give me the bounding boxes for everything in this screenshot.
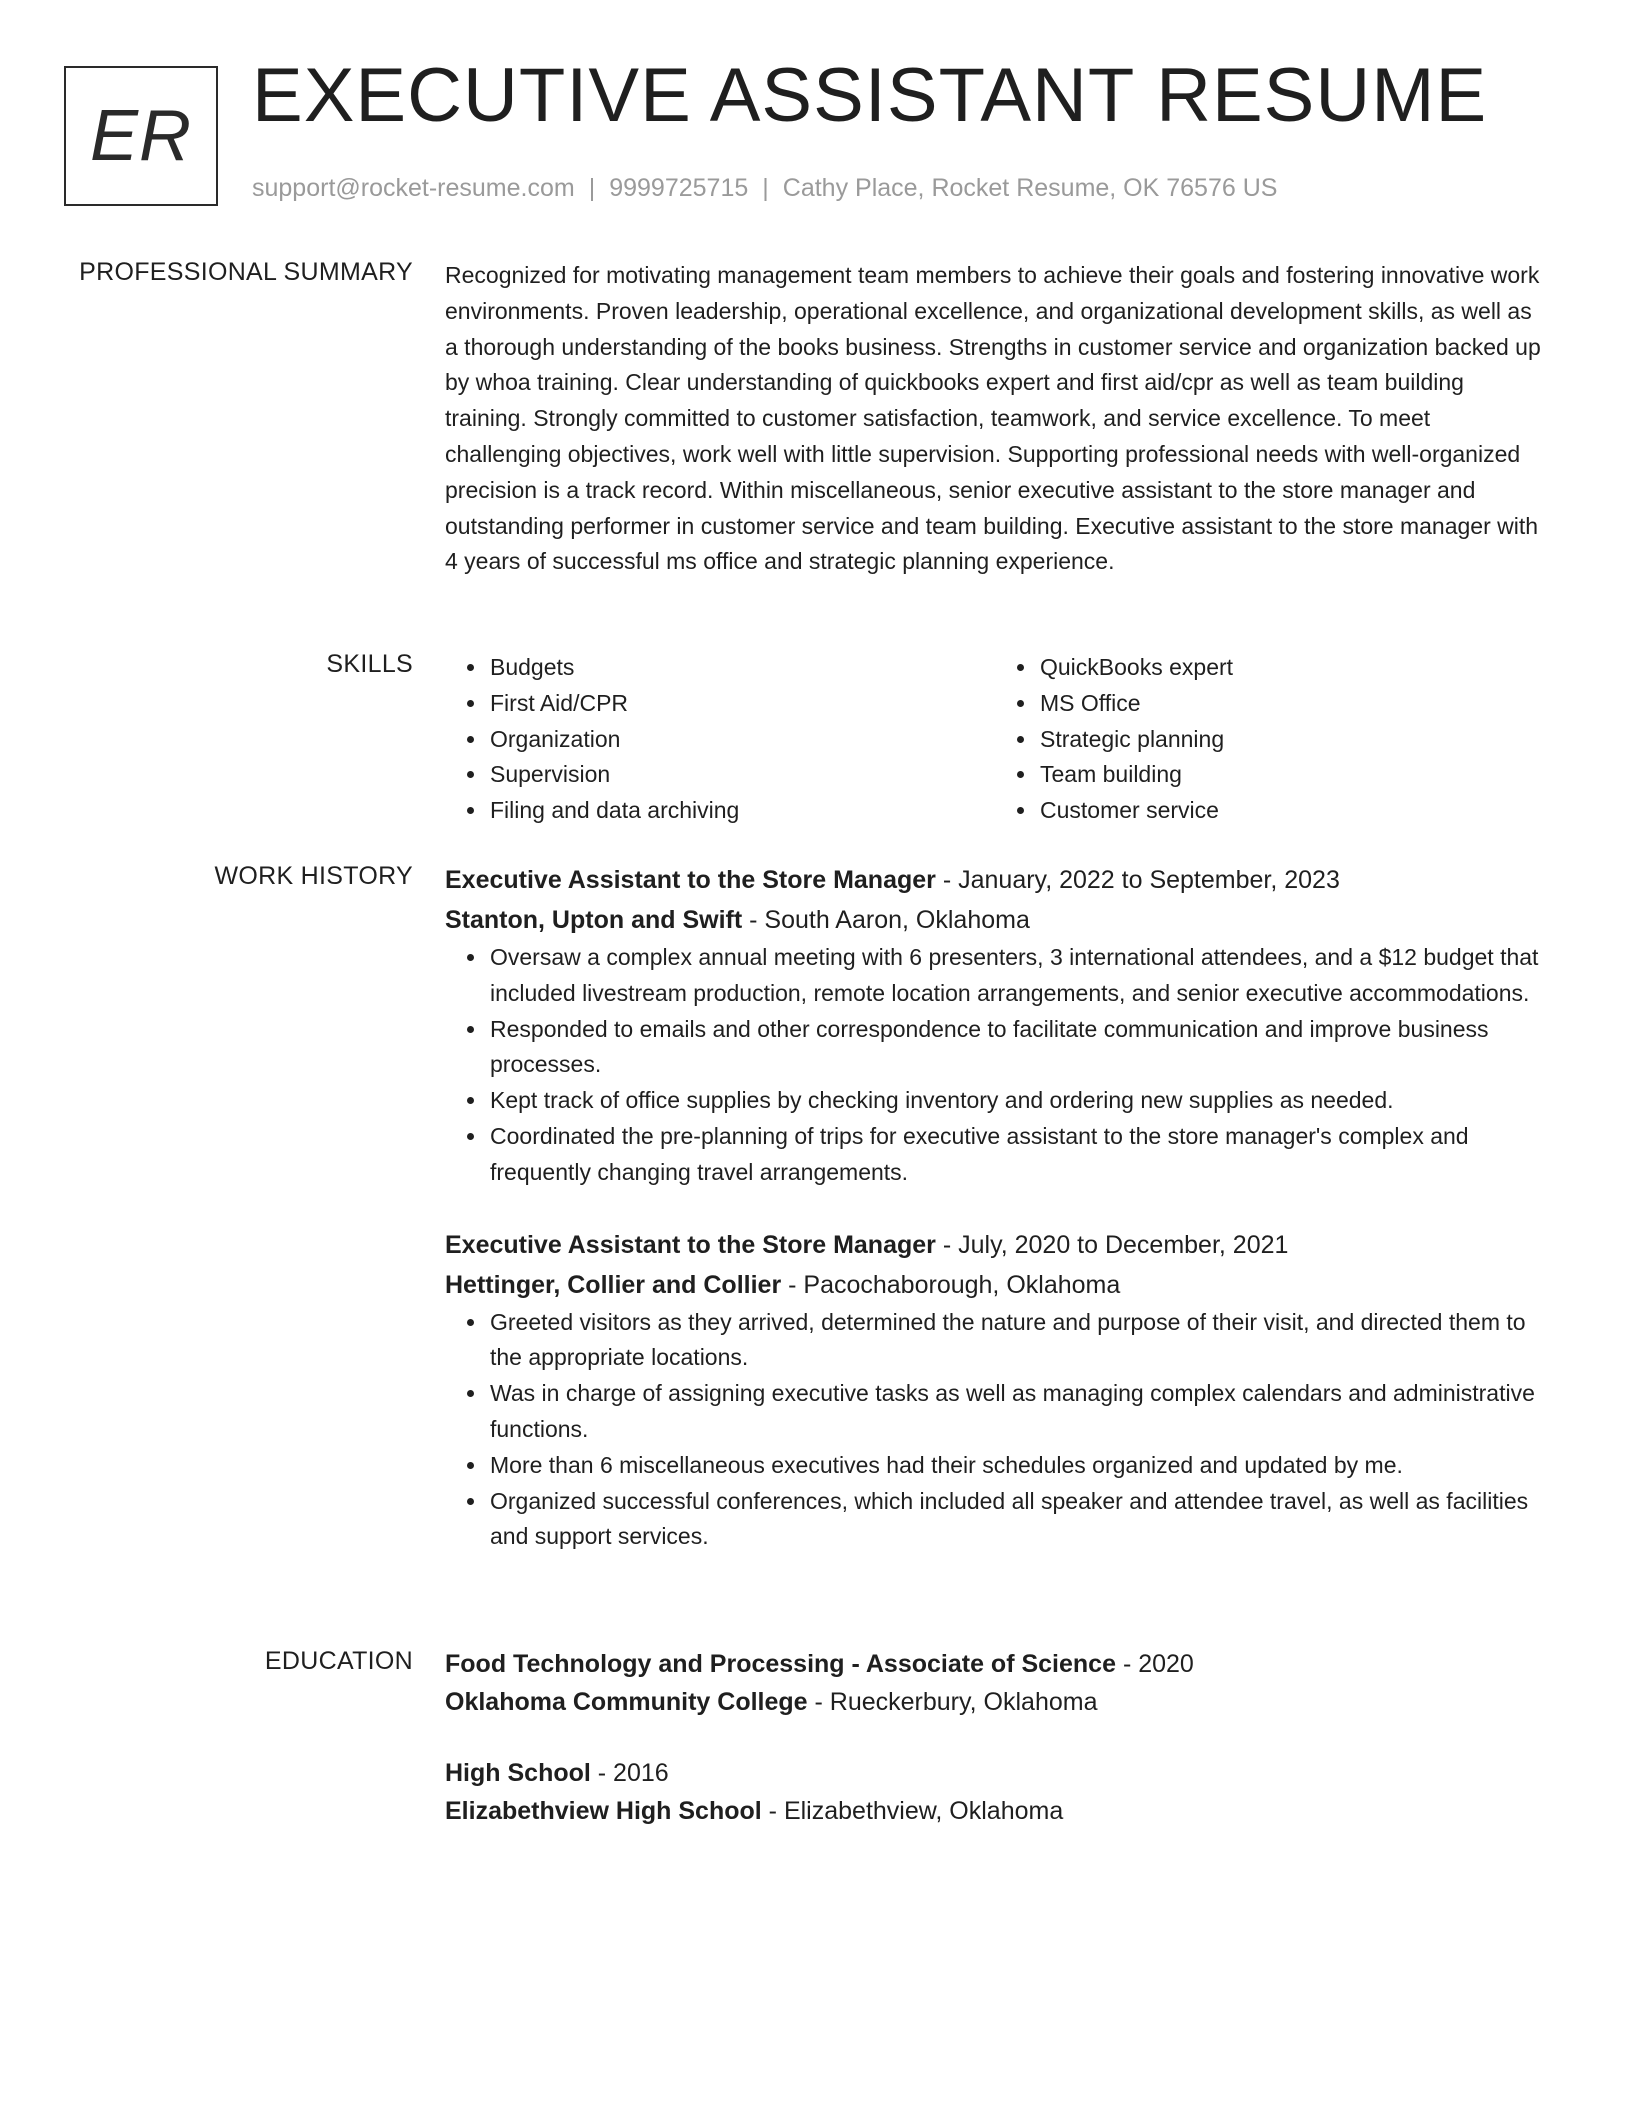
skills-list-left <box>445 650 995 829</box>
skills-body <box>445 650 1545 829</box>
monogram-initials: ER <box>89 96 193 176</box>
job-company-line <box>445 1265 1545 1305</box>
education-degree-line <box>445 1645 1545 1683</box>
job-bullet: • Kept track of office supplies by checking inventory and ordering new supplies as needed. <box>488 1083 1545 1119</box>
job-bullet: • Organized successful conferences, which included all speaker and attendee travel, as well as facilities and support services. <box>488 1484 1545 1556</box>
monogram-box <box>64 66 218 206</box>
skill-item: • QuickBooks expert <box>1038 650 1545 686</box>
job-bullet: • Oversaw a complex annual meeting with 6 presenters, 3 international attendees, and a $12 budget that included livestream production, remote location arrangements, and senior executive accommodations. <box>488 940 1545 1012</box>
education-degree: High School <box>445 1759 591 1787</box>
skill-item: • Strategic planning <box>1038 722 1545 758</box>
job-bullet: • More than 6 miscellaneous executives had their schedules organized and updated by me. <box>488 1448 1545 1484</box>
job-bullet: • Greeted visitors as they arrived, determined the nature and purpose of their visit, and directed them to the appropriate locations. <box>488 1305 1545 1377</box>
section-label-education: EDUCATION <box>264 1647 413 1675</box>
resume-title: EXECUTIVE ASSISTANT RESUME <box>252 53 1488 138</box>
job-company: Hettinger, Collier and Collier <box>445 1270 782 1299</box>
section-label-summary: PROFESSIONAL SUMMARY <box>79 258 413 286</box>
education-year: - 2020 <box>1122 1650 1194 1678</box>
skills-grid <box>445 650 1545 829</box>
summary-body <box>445 258 1545 580</box>
contact-address: Cathy Place, Rocket Resume, OK 76576 US <box>782 174 1278 202</box>
job-location: - South Aaron, Oklahoma <box>749 906 1030 934</box>
education-school-line <box>445 1683 1545 1721</box>
contact-line <box>252 174 1277 203</box>
education-location: - Elizabethview, Oklahoma <box>768 1797 1064 1825</box>
job-bullet: • Coordinated the pre-planning of trips for executive assistant to the store manager's complex and frequently changing travel arrangements. <box>488 1119 1545 1191</box>
education-school: Elizabethview High School <box>445 1797 762 1825</box>
education-school: Oklahoma Community College <box>445 1688 808 1716</box>
job-dates: - January, 2022 to September, 2023 <box>942 866 1340 894</box>
skill-item: • Customer service <box>1038 793 1545 829</box>
skill-item: • Filing and data archiving <box>488 793 995 829</box>
work-body <box>445 860 1545 1555</box>
skill-item: • MS Office <box>1038 686 1545 722</box>
skills-list-right <box>995 650 1545 829</box>
education-body <box>445 1645 1545 1830</box>
job-bullets <box>445 940 1545 1191</box>
section-label-work: WORK HISTORY <box>214 862 413 890</box>
job-location: - Pacochaborough, Oklahoma <box>788 1270 1121 1299</box>
education-degree-line <box>445 1754 1545 1792</box>
skill-item: • First Aid/CPR <box>488 686 995 722</box>
skill-item: • Organization <box>488 722 995 758</box>
skill-item: • Team building <box>1038 757 1545 793</box>
job-bullet: • Responded to emails and other correspondence to facilitate communication and improve business processes. <box>488 1012 1545 1084</box>
skill-item: • Budgets <box>488 650 995 686</box>
job-title-line <box>445 1225 1545 1265</box>
contact-separator: | <box>588 174 596 202</box>
education-degree: Food Technology and Processing - Associate of Science <box>445 1650 1116 1678</box>
contact-email: support@rocket-resume.com <box>252 174 575 202</box>
job-company-line <box>445 900 1545 940</box>
skill-item: • Supervision <box>488 757 995 793</box>
contact-phone: 9999725715 <box>609 174 749 202</box>
job-company: Stanton, Upton and Swift <box>445 906 743 934</box>
education-entry <box>445 1754 1545 1830</box>
education-entry <box>445 1645 1545 1721</box>
job-dates: - July, 2020 to December, 2021 <box>942 1230 1289 1259</box>
job-title: Executive Assistant to the Store Manager <box>445 1230 936 1259</box>
section-label-skills: SKILLS <box>326 650 413 678</box>
job-bullet: • Was in charge of assigning executive tasks as well as managing complex calendars and administrative functions. <box>488 1376 1545 1448</box>
summary-text: Recognized for motivating management team members to achieve their goals and fostering innovative work environments. Proven leadership, operational excellence, and organizational development skills, as well as a thorough understanding of the books business. Strengths in customer service and organization backed up by whoa training. Clear understanding of quickbooks expert and first aid/cpr as well as team building training. Strongly committed to customer satisfaction, teamwork, and service excellence. To meet challenging objectives, work well with little supervision. Supporting professional needs with well-organized precision is a track record. Within miscellaneous, senior executive assistant to the store manager and outstanding performer in customer service and team building. Executive assistant to the store manager with 4 years of successful ms office and strategic planning experience. <box>445 262 1541 575</box>
contact-separator: | <box>762 174 769 202</box>
job-title: Executive Assistant to the Store Manager <box>445 866 936 894</box>
job-bullets <box>445 1305 1545 1556</box>
job-title-line <box>445 860 1545 900</box>
education-location: - Rueckerbury, Oklahoma <box>814 1688 1098 1716</box>
education-year: - 2016 <box>597 1759 669 1787</box>
education-school-line <box>445 1792 1545 1830</box>
job-entry <box>445 1225 1545 1556</box>
job-entry <box>445 860 1545 1191</box>
